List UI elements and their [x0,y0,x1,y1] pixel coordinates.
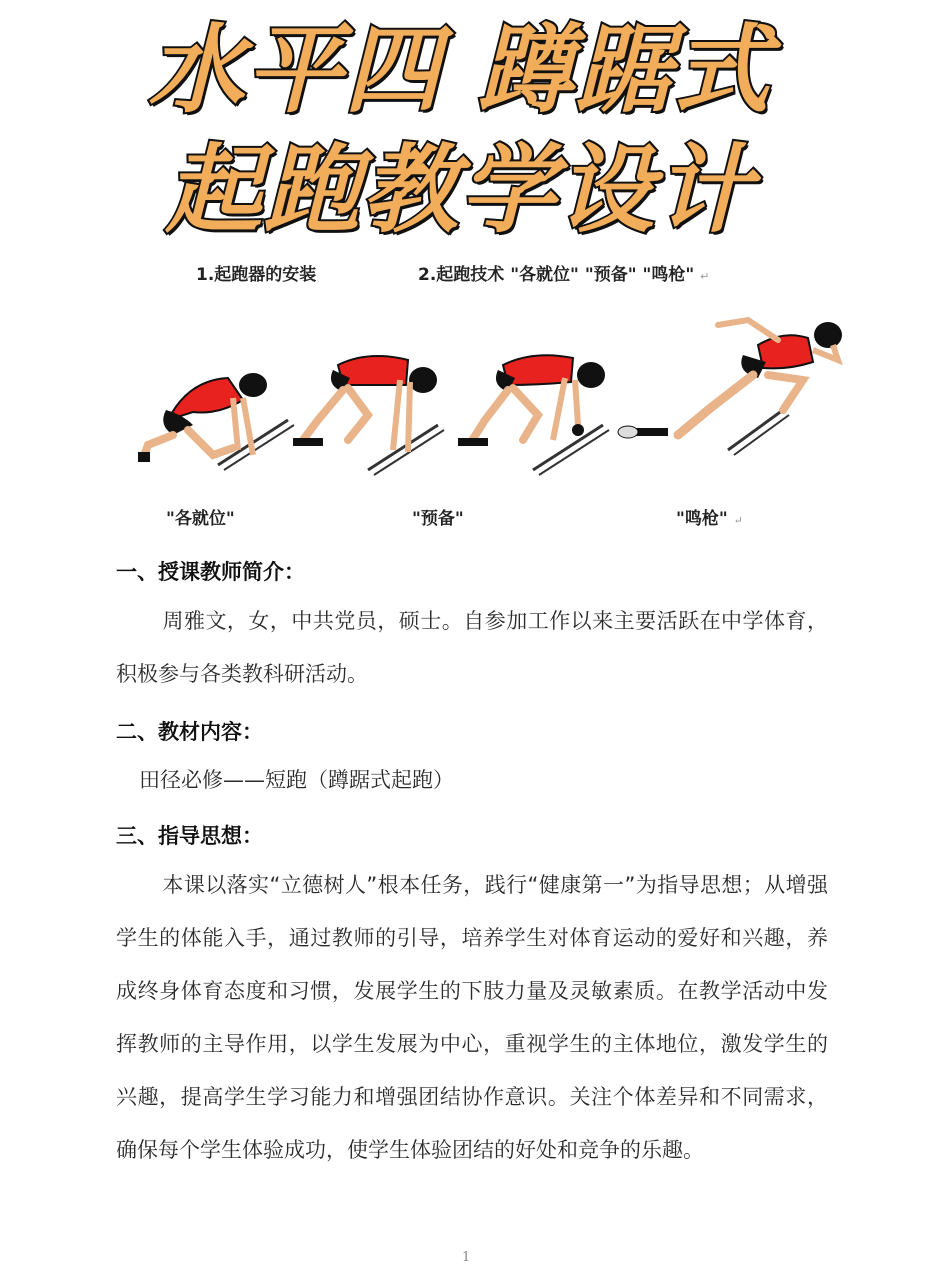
sprinter-set-1 [293,356,444,475]
stage-label-gun [676,504,743,529]
sprinter-drive-phase [618,320,842,455]
title-line-2: 起跑教学设计 [160,134,776,246]
paragraph-text: 本课以落实“立德树人”根本任务，践行“健康第一”为指导思想；从增强学生的体能入手，通过教师的引导，培养学生对体育运动的爱好和兴趣，养成终身体育态度和习惯，发展学生的下肢力量及灵敏素质。在教学活动中发挥教师的主导作用，以学生发展为中心，重视学生的主体地位，激发学生的兴趣，提高学生学习能力和增强团结协作意识。关注个体差异和不同需求，确保每个学生体验成功，使学生体验团结的好处和竞争的乐趣。 [116,873,828,1162]
return-mark-icon: ↵ [700,270,710,283]
section-heading-guiding-ideology: 三、指导思想： [116,824,263,848]
section-body-teacher-intro [116,595,828,701]
stage-label-text: "鸣枪" [676,509,728,529]
caption-text: 1.起跑器的安装 [196,265,317,285]
section-heading-teacher-intro: 一、授课教师简介： [116,560,305,584]
paragraph-text: 周雅文，女，中共党员，硕士。自参加工作以来主要活跃在中学体育，积极参与各类教科研活动。 [116,609,828,686]
sprinter-start-illustration [128,300,868,480]
caption-text: 2.起跑技术 "各就位" "预备" "鸣枪" [418,265,695,285]
figure-caption-technique [418,260,709,285]
page-number: 1 [462,1250,471,1265]
stage-label-set: "预备" [412,509,464,529]
title-line-1: 水平四 蹲踞式 [142,14,794,126]
sprinter-set-2 [458,355,609,475]
figure-caption-installation [196,260,316,285]
section-body-teaching-content: 田径必修——短跑（蹲踞式起跑） [139,768,454,792]
stage-label-on-your-marks: "各就位" [166,509,235,529]
sprinter-on-your-marks [138,373,294,470]
return-mark-icon: ↵ [733,514,743,527]
section-heading-teaching-content: 二、教材内容： [116,720,263,744]
section-body-guiding-ideology [116,859,828,1177]
